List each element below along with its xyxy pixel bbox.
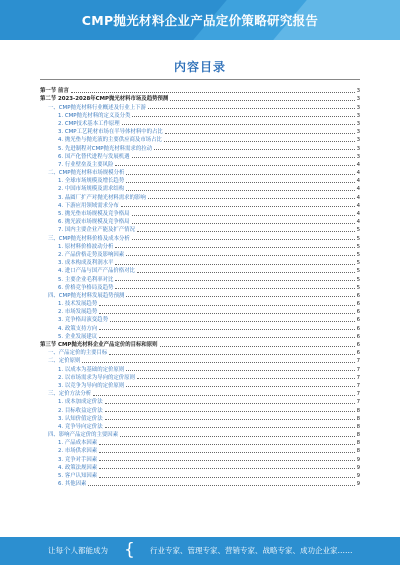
toc-leader-dots [120, 436, 354, 437]
toc-leader-dots [132, 116, 354, 117]
brace-icon: { [124, 540, 135, 560]
toc-leader-dots [105, 411, 355, 412]
toc-leader-dots [109, 354, 354, 355]
toc-entry-page: 8 [356, 407, 360, 414]
toc-entry[interactable] [40, 274, 360, 282]
toc-entry-page: 9 [356, 481, 360, 488]
toc-entry-label: 6. 抛光液市场规模及竞争格局 [58, 219, 130, 226]
toc-leader-dots [105, 427, 355, 428]
toc-entry[interactable] [40, 102, 360, 110]
toc-entry[interactable] [40, 266, 360, 274]
toc-leader-dots [105, 419, 355, 420]
toc-entry-label: 5. 企业发展建议 [58, 333, 98, 340]
toc-leader-dots [126, 296, 354, 297]
toc-entry-page: 3 [356, 137, 360, 144]
toc-entry-page: 4 [356, 219, 360, 226]
toc-leader-dots [137, 272, 355, 273]
toc-entry-page: 4 [356, 178, 360, 185]
toc-leader-dots [154, 149, 355, 150]
toc-entry[interactable] [40, 201, 360, 209]
toc-entry-page: 7 [356, 374, 360, 381]
toc-leader-dots [115, 288, 354, 289]
toc-entry[interactable] [40, 471, 360, 479]
toc-entry[interactable] [40, 323, 360, 331]
toc-entry-label: 一、产品定价的主要目标 [48, 350, 108, 357]
toc-entry[interactable] [40, 291, 360, 299]
toc-entry-label: 2. 以市场需求为导向的定价原则 [58, 374, 135, 381]
toc-entry[interactable] [40, 454, 360, 462]
toc-entry-label: 1. 产品成本因素 [58, 440, 98, 447]
toc-entry-label: 2. 市场供求因素 [58, 448, 98, 455]
toc-entry[interactable] [40, 258, 360, 266]
toc-entry-page: 9 [356, 456, 360, 463]
toc-leader-dots [99, 477, 354, 478]
toc-leader-dots [115, 280, 354, 281]
toc-entry-page: 3 [356, 96, 360, 103]
toc-entry[interactable] [40, 168, 360, 176]
toc-leader-dots [126, 386, 354, 387]
toc-entry-label: 第三节 CMP抛光材料企业产品定价的目标和原则 [40, 342, 158, 348]
toc-leader-dots [132, 157, 355, 158]
toc-entry[interactable] [40, 217, 360, 225]
toc-entry-label: 4. 进口产品与国产产品价格对比 [58, 268, 135, 275]
toc-entry[interactable] [40, 160, 360, 168]
toc-entry-label: 4. 政策支持方向 [58, 325, 98, 332]
toc-entry-page: 3 [356, 145, 360, 152]
footer-roles: 行业专家、管理专家、营销专家、战略专家、成功企业家…… [150, 546, 353, 555]
toc-leader-dots [99, 313, 354, 314]
toc-entry-label: 6. 国产化替代进程与发展机遇 [58, 153, 130, 160]
toc-entry[interactable] [40, 307, 360, 315]
toc-leader-dots [99, 444, 354, 445]
toc-entry-label: 6. 价格竞争格局及趋势 [58, 284, 114, 291]
toc-entry-page: 3 [356, 104, 360, 111]
toc-entry-label: 2. CMP技术基本工作原理 [58, 120, 120, 127]
toc-entry-page: 8 [356, 423, 360, 430]
toc-entry[interactable] [40, 209, 360, 217]
toc-entry[interactable] [40, 340, 360, 348]
toc-entry-label: 2. 市场发展趋势 [58, 309, 98, 316]
toc-entry[interactable] [40, 242, 360, 250]
toc-leader-dots [122, 124, 355, 125]
toc-entry-page: 3 [356, 112, 360, 119]
toc-entry-page: 6 [356, 292, 360, 299]
toc-heading: 内容目录 [173, 60, 226, 74]
toc-entry-page: 3 [356, 129, 360, 136]
toc-entry[interactable] [40, 315, 360, 323]
toc-leader-dots [160, 346, 355, 347]
toc-entry[interactable] [40, 94, 360, 102]
toc-entry-page: 5 [356, 260, 360, 267]
toc-entry-label: 2. 中国市场规模及需求结构 [58, 186, 125, 193]
table-of-contents [40, 86, 360, 487]
toc-entry-label: 二、定价原则 [48, 358, 81, 365]
toc-leader-dots [115, 264, 354, 265]
toc-entry-page: 3 [356, 88, 360, 95]
toc-entry-page: 5 [356, 251, 360, 258]
toc-entry[interactable] [40, 397, 360, 405]
toc-entry-page: 8 [356, 448, 360, 455]
toc-entry[interactable] [40, 381, 360, 389]
page-footer [0, 537, 400, 565]
toc-leader-dots [99, 468, 354, 469]
toc-entry-label: 3. 成本构成及利润水平 [58, 260, 114, 267]
toc-leader-dots [99, 337, 354, 338]
toc-entry-label: 3. 认知价值定价法 [58, 415, 103, 422]
toc-leader-dots [105, 403, 355, 404]
toc-leader-dots [110, 321, 355, 322]
toc-entry-page: 6 [356, 333, 360, 340]
toc-entry-label: 2. 产品价格走势及影响因素 [58, 251, 125, 258]
toc-entry-page: 4 [356, 161, 360, 168]
toc-entry-page: 5 [356, 268, 360, 275]
toc-entry-page: 6 [356, 309, 360, 316]
toc-entry-page: 5 [356, 284, 360, 291]
toc-entry-label: 第一节 前言 [40, 88, 69, 95]
toc-entry-page: 5 [356, 235, 360, 242]
toc-entry-label: 4. 竞争导向定价法 [58, 423, 103, 430]
toc-entry-label: 3. 竞争对手因素 [58, 456, 98, 463]
toc-leader-dots [126, 255, 354, 256]
toc-leader-dots [93, 395, 354, 396]
toc-entry-label: 5. 主要企业毛利率对比 [58, 276, 114, 283]
toc-entry[interactable] [40, 414, 360, 422]
toc-entry[interactable] [40, 176, 360, 184]
toc-entry-page: 4 [356, 186, 360, 193]
toc-entry-label: 3. 以竞争为导向的定价原则 [58, 382, 125, 389]
toc-entry[interactable] [40, 348, 360, 356]
toc-leader-dots [132, 223, 355, 224]
toc-entry[interactable] [40, 446, 360, 454]
toc-leader-dots [115, 247, 354, 248]
toc-entry-page: 4 [356, 202, 360, 209]
toc-entry[interactable] [40, 119, 360, 127]
toc-leader-dots [148, 108, 355, 109]
toc-entry-page: 7 [356, 382, 360, 389]
toc-leader-dots [165, 133, 355, 134]
toc-entry-page: 6 [356, 325, 360, 332]
toc-entry-label: 三、定价方法分析 [48, 391, 92, 398]
toc-entry-label: 4. 抛光垫与抛光液的主要供应商及市场占比 [58, 137, 162, 144]
toc-entry-label: 二、CMP抛光材料市场规模分析 [48, 170, 125, 177]
toc-entry-page: 9 [356, 464, 360, 471]
toc-entry-page: 8 [356, 432, 360, 439]
toc-entry[interactable] [40, 143, 360, 151]
toc-entry-label: 5. 客户认知因素 [58, 473, 98, 479]
toc-entry[interactable] [40, 389, 360, 397]
toc-entry-page: 5 [356, 243, 360, 250]
toc-entry-label: 3. 竞争格局演变趋势 [58, 317, 108, 324]
toc-entry[interactable] [40, 152, 360, 160]
toc-leader-dots [170, 100, 354, 101]
toc-leader-dots [99, 452, 354, 453]
toc-leader-dots [132, 215, 355, 216]
toc-entry[interactable] [40, 356, 360, 364]
toc-entry[interactable] [40, 86, 360, 94]
toc-entry[interactable] [40, 405, 360, 413]
toc-entry-label: 5. 先进制程对CMP抛光材料需求的拉动 [58, 145, 152, 152]
toc-entry-page: 7 [356, 358, 360, 365]
toc-leader-dots [99, 460, 354, 461]
toc-entry-page: 4 [356, 194, 360, 201]
toc-entry[interactable] [40, 438, 360, 446]
toc-entry-label: 1. CMP抛光材料的定义及分类 [58, 112, 131, 119]
toc-entry-page: 6 [356, 317, 360, 324]
toc-entry-page: 3 [356, 120, 360, 127]
toc-entry-label: 四、影响产品定价的主要因素 [48, 432, 119, 439]
toc-leader-dots [137, 231, 355, 232]
toc-entry-label: 4. 政策法规因素 [58, 464, 98, 471]
toc-entry[interactable] [40, 422, 360, 430]
toc-leader-dots [126, 174, 354, 175]
toc-leader-dots [99, 305, 354, 306]
toc-entry-page: 3 [356, 153, 360, 160]
toc-entry-label: 2. 目标收益定价法 [58, 407, 103, 414]
toc-entry[interactable] [40, 373, 360, 381]
toc-entry-label: 3. CMP工艺耗材市场在半导体材料中的占比 [58, 129, 163, 136]
toc-entry-label: 1. 成本加成定价法 [58, 399, 103, 406]
toc-entry[interactable] [40, 299, 360, 307]
toc-entry-label: 1. 全球市场规模及增长趋势 [58, 178, 125, 185]
toc-entry-label: 3. 晶圆厂扩产对抛光材料需求的影响 [58, 194, 146, 201]
toc-entry-label: 4. 下游应用领域需求分布 [58, 202, 119, 209]
report-title: CMP抛光材料企业产品定价策略研究报告 [81, 13, 319, 28]
toc-leader-dots [71, 92, 355, 93]
toc-entry[interactable] [40, 135, 360, 143]
toc-entry-page: 6 [356, 301, 360, 308]
toc-leader-dots [121, 206, 355, 207]
toc-entry[interactable] [40, 127, 360, 135]
toc-entry-label: 1. 以成本为基础的定价原则 [58, 366, 125, 373]
toc-entry-page: 6 [356, 342, 360, 348]
toc-entry-page: 6 [356, 350, 360, 357]
toc-entry-page: 8 [356, 415, 360, 422]
toc-entry-page: 7 [356, 391, 360, 398]
toc-leader-dots [115, 165, 354, 166]
toc-entry[interactable] [40, 192, 360, 200]
toc-leader-dots [126, 190, 354, 191]
toc-entry-label: 1. 原材料价格波动分析 [58, 243, 114, 250]
toc-leader-dots [82, 362, 354, 363]
toc-entry-page: 8 [356, 440, 360, 447]
toc-entry-label: 三、CMP抛光材料价格及成本分析 [48, 235, 130, 242]
toc-entry[interactable] [40, 250, 360, 258]
toc-entry-page: 5 [356, 276, 360, 283]
toc-entry-label: 1. 技术发展趋势 [58, 301, 98, 308]
toc-entry-label: 四、CMP抛光材料发展趋势预测 [48, 292, 125, 299]
toc-entry-label: 6. 其他因素 [58, 481, 87, 488]
toc-entry-label: 7. 行业壁垒及主要风险 [58, 161, 114, 168]
toc-leader-dots [148, 198, 355, 199]
toc-entry[interactable] [40, 111, 360, 119]
toc-leader-dots [99, 329, 354, 330]
toc-entry-page: 4 [356, 211, 360, 217]
toc-entry-label: 5. 抛光垫市场规模及竞争格局 [58, 211, 130, 217]
toc-entry-label: 第二节 2023-2028年CMP抛光材料市场及趋势预测 [40, 96, 169, 103]
toc-entry-label: 一、CMP抛光材料行业概述及行业上下游 [48, 104, 146, 111]
toc-divider [40, 79, 360, 80]
toc-entry-page: 4 [356, 170, 360, 177]
toc-leader-dots [126, 182, 354, 183]
toc-leader-dots [88, 485, 354, 486]
toc-leader-dots [137, 378, 355, 379]
footer-slogan: 让每个人都能成为 [48, 546, 108, 555]
toc-entry-page: 7 [356, 366, 360, 373]
toc-leader-dots [126, 370, 354, 371]
toc-entry[interactable] [40, 479, 360, 487]
toc-entry-page: 7 [356, 399, 360, 406]
toc-leader-dots [132, 239, 355, 240]
toc-entry[interactable] [40, 225, 360, 233]
toc-entry[interactable] [40, 233, 360, 241]
toc-entry[interactable] [40, 430, 360, 438]
toc-entry[interactable] [40, 364, 360, 372]
toc-entry-page: 5 [356, 227, 360, 234]
toc-entry[interactable] [40, 332, 360, 340]
toc-entry-page: 9 [356, 473, 360, 479]
toc-entry[interactable] [40, 184, 360, 192]
toc-entry-label: 7. 国内主要企业产能及扩产情况 [58, 227, 135, 234]
toc-entry[interactable] [40, 283, 360, 291]
toc-leader-dots [164, 141, 355, 142]
toc-entry[interactable] [40, 463, 360, 471]
page-header [0, 0, 400, 40]
